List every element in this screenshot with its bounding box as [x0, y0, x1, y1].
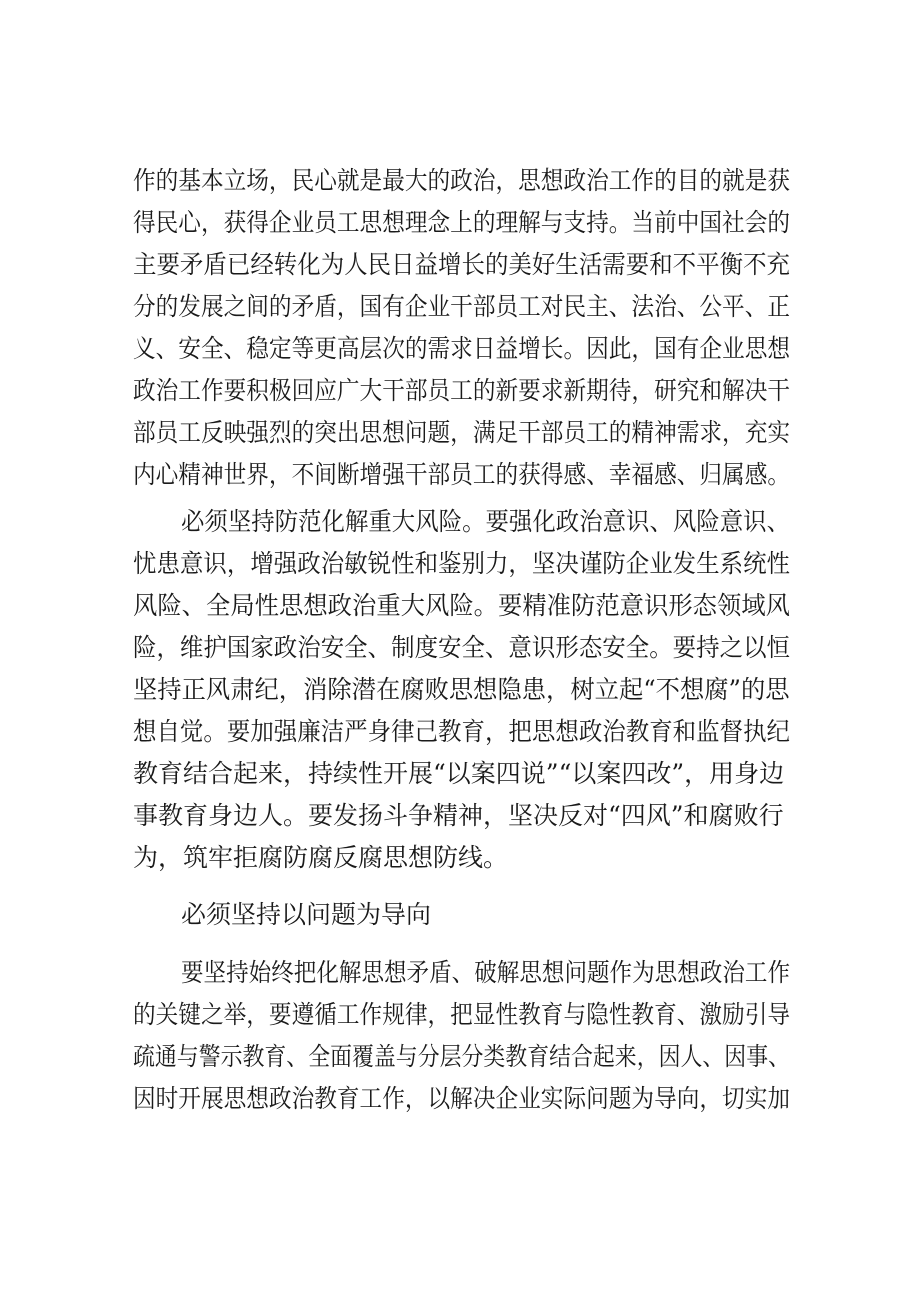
paragraph-1-line: 部员工反映强烈的突出思想问题，满足干部员工的精神需求，充实 [133, 418, 791, 447]
paragraph-1-line: 分的发展之间的矛盾，国有企业干部员工对民主、法治、公平、正 [133, 292, 791, 321]
paragraph-2-line: 忧患意识，增强政治敏锐性和鉴别力，坚决谨防企业发生系统性 [133, 549, 791, 578]
paragraph-1-line: 政治工作要积极回应广大干部员工的新要求新期待，研究和解决干 [133, 376, 791, 405]
paragraph-2-line: 坚持正风肃纪，消除潜在腐败思想隐患，树立起“不想腐”的思 [133, 675, 790, 704]
paragraph-2-line: 教育结合起来，持续性开展“以案四说”“以案四改”，用身边 [133, 759, 785, 788]
paragraph-1-line: 作的基本立场，民心就是最大的政治，思想政治工作的目的就是获 [133, 166, 791, 195]
section-heading: 必须坚持以问题为导向 [181, 900, 432, 929]
paragraph-3-line: 疏通与警示教育、全面覆盖与分层分类教育结合起来，因人、因事、 [133, 1042, 791, 1071]
paragraph-3-line: 的关键之举，要遵循工作规律，把显性教育与隐性教育、激励引导 [133, 1000, 791, 1029]
paragraph-3-line: 因时开展思想政治教育工作，以解决企业实际问题为导向，切实加 [133, 1084, 791, 1113]
paragraph-1-line: 主要矛盾已经转化为人民日益增长的美好生活需要和不平衡不充 [133, 250, 791, 279]
paragraph-3-line: 要坚持始终把化解思想矛盾、破解思想问题作为思想政治工作 [181, 958, 791, 987]
paragraph-2-line: 必须坚持防范化解重大风险。要强化政治意识、风险意识、 [181, 507, 791, 536]
paragraph-1-line: 得民心，获得企业员工思想理念上的理解与支持。当前中国社会的 [133, 208, 791, 237]
paragraph-2-line: 风险、全局性思想政治重大风险。要精准防范意识形态领域风 [133, 591, 791, 620]
paragraph-2-line: 为，筑牢拒腐防腐反腐思想防线。 [133, 843, 509, 872]
paragraph-2-line: 想自觉。要加强廉洁严身律己教育，把思想政治教育和监督执纪 [133, 717, 791, 746]
paragraph-1-line: 内心精神世界，不间断增强干部员工的获得感、幸福感、归属感。 [133, 460, 791, 489]
paragraph-2-line: 险，维护国家政治安全、制度安全、意识形态安全。要持之以恒 [133, 633, 791, 662]
paragraph-1-line: 义、安全、稳定等更高层次的需求日益增长。因此，国有企业思想 [133, 334, 791, 363]
paragraph-2-line: 事教育身边人。要发扬斗争精神，坚决反对“四风”和腐败行 [133, 801, 784, 830]
